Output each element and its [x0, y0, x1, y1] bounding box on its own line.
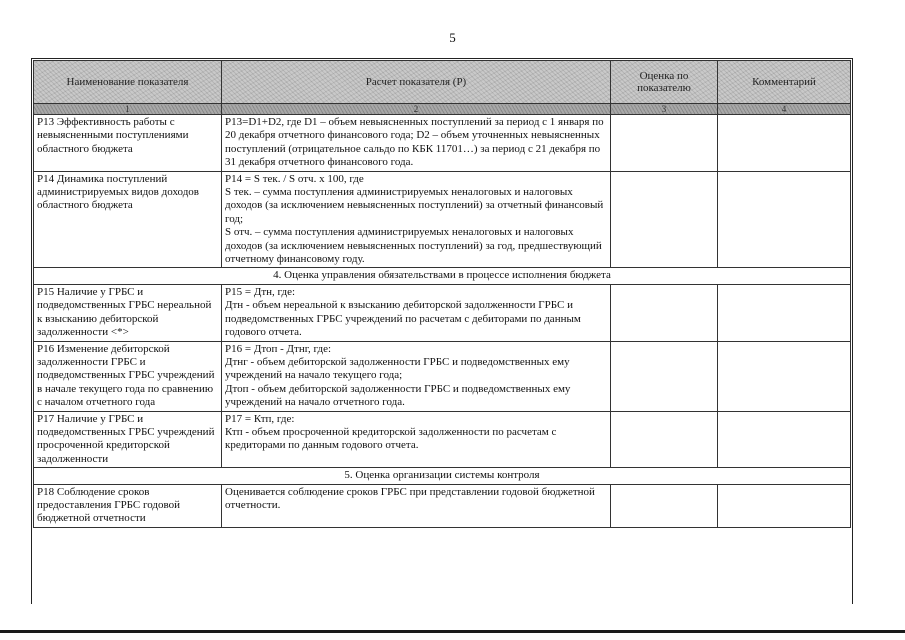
- column-number: 3: [611, 104, 718, 115]
- score-cell: [611, 115, 718, 172]
- comment-cell: [718, 484, 851, 527]
- indicator-name-p14: Р14 Динамика поступлений администрируемых видов доходов областного бюджета: [34, 171, 222, 268]
- calc-line: S тек. – сумма поступления администрируемых неналоговых и налоговых доходов (за исключением невыясненных поступлений) за отчетный финансовый год;: [225, 186, 604, 225]
- calc-line: Дтнг - объем дебиторской задолженности ГРБС и подведомственных ему учреждений на начало текущего года;: [225, 355, 570, 382]
- header-comment: Комментарий: [718, 61, 851, 104]
- column-number: 4: [718, 104, 851, 115]
- calc-line: Дтн - объем нереальной к взысканию дебиторской задолженности ГРБС и подведомственных ГРБС учреждений по расчетам с дебиторами по данным годового отчета.: [225, 299, 581, 339]
- indicators-table: [33, 60, 851, 528]
- indicator-calc-p17: [222, 411, 611, 468]
- table-row: [34, 341, 851, 411]
- header-score: Оценка по показателю: [611, 61, 718, 104]
- column-number: 1: [34, 104, 222, 115]
- indicator-calc-p14: [222, 171, 611, 268]
- table-row: [34, 171, 851, 268]
- indicator-calc-p13: Р13=D1+D2, где D1 – объем невыясненных поступлений за период с 1 января по 20 декабря отчетного финансового года; D2 – объем уточненных невыясненных поступлений (отрицательное сальдо по КБК 11701…) за период с 21 декабря по 31 декабря отчетного финансового года.: [222, 115, 611, 172]
- indicator-calc-p15: [222, 284, 611, 341]
- indicator-name-p17: Р17 Наличие у ГРБС и подведомственных ГРБС учреждений просроченной кредиторской задолженности: [34, 411, 222, 468]
- table-column-numbers-row: [34, 104, 851, 115]
- comment-cell: [718, 171, 851, 268]
- comment-cell: [718, 115, 851, 172]
- calc-line: Р15 = Дтн, где:: [225, 285, 296, 298]
- score-cell: [611, 411, 718, 468]
- score-cell: [611, 484, 718, 527]
- indicator-name-p13: Р13 Эффективность работы с невыясненными поступлениями областного бюджета: [34, 115, 222, 172]
- score-cell: [611, 171, 718, 268]
- calc-line: S отч. – сумма поступления администрируемых неналоговых и налоговых доходов (за исключением невыясненных поступлений) за год, предшествующий отчетному финансовому году.: [225, 226, 602, 266]
- table-row: [34, 115, 851, 172]
- table-row: [34, 284, 851, 341]
- calc-line: Дтоп - объем дебиторской задолженности ГРБС и подведомственных ему учреждений на начало отчетного года.: [225, 382, 571, 409]
- column-number: 2: [222, 104, 611, 115]
- calc-line: Р16 = Дтоп - Дтнг, где:: [225, 342, 332, 355]
- indicator-calc-p18: Оценивается соблюдение сроков ГРБС при представлении годовой бюджетной отчетности.: [222, 484, 611, 527]
- section-row: [34, 468, 851, 484]
- comment-cell: [718, 411, 851, 468]
- comment-cell: [718, 341, 851, 411]
- score-cell: [611, 284, 718, 341]
- section-row: [34, 268, 851, 284]
- scan-edge: [0, 630, 905, 633]
- indicator-calc-p16: [222, 341, 611, 411]
- table-row: [34, 484, 851, 527]
- table-header-row: [34, 61, 851, 104]
- page-number: 5: [449, 30, 456, 45]
- header-calculation: Расчет показателя (P): [222, 61, 611, 104]
- calc-line: Р17 = Ктп, где:: [225, 412, 295, 425]
- section-heading-4: 4. Оценка управления обязательствами в процессе исполнения бюджета: [34, 268, 851, 284]
- calc-line: Ктп - объем просроченной кредиторской задолженности по расчетам с кредиторами по данным годового отчета.: [225, 425, 557, 452]
- calc-line: Р14 = S тек. / S отч. х 100, где: [225, 172, 364, 185]
- score-cell: [611, 341, 718, 411]
- indicator-name-p18: Р18 Соблюдение сроков предоставления ГРБС годовой бюджетной отчетности: [34, 484, 222, 527]
- table-row: [34, 411, 851, 468]
- comment-cell: [718, 284, 851, 341]
- header-indicator-name: Наименование показателя: [34, 61, 222, 104]
- indicator-name-p15: Р15 Наличие у ГРБС и подведомственных ГРБС нереальной к взысканию дебиторской задолженности <*>: [34, 284, 222, 341]
- section-heading-5: 5. Оценка организации системы контроля: [34, 468, 851, 484]
- indicator-name-p16: Р16 Изменение дебиторской задолженности ГРБС и подведомственных ГРБС учреждений в начале текущего года по сравнению с началом отчетного года: [34, 341, 222, 411]
